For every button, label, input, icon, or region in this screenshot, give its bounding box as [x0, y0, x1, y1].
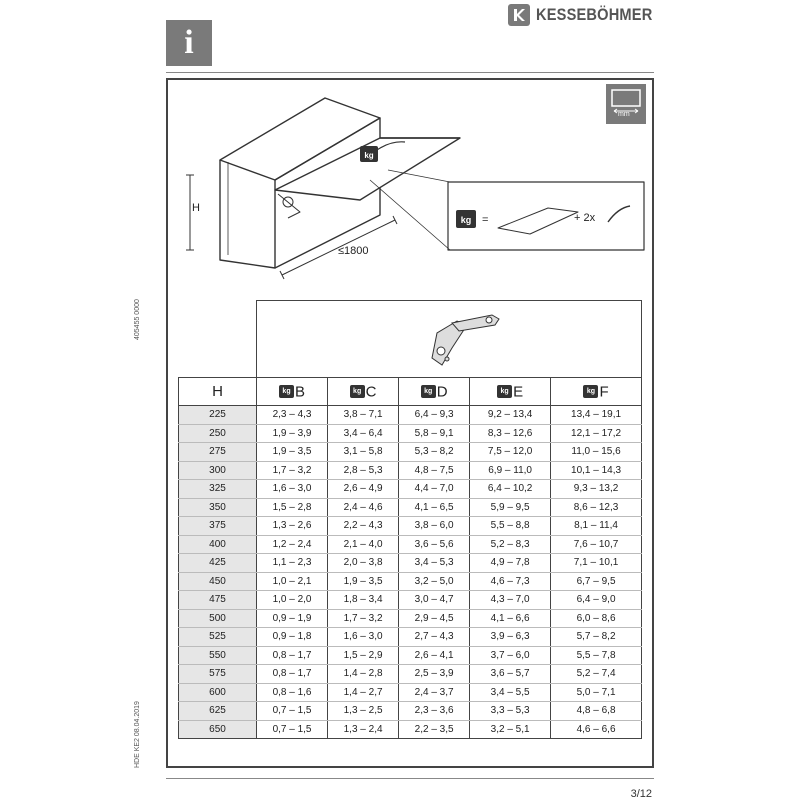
load-range-cell: 1,0 – 2,0 [257, 591, 328, 610]
load-range-cell: 12,1 – 17,2 [551, 424, 642, 443]
load-range-cell: 2,6 – 4,9 [328, 480, 399, 499]
weight-icon: kg [497, 385, 512, 398]
load-range-cell: 1,9 – 3,5 [257, 443, 328, 462]
height-cell: 325 [179, 480, 257, 499]
load-range-cell: 3,1 – 5,8 [328, 443, 399, 462]
table-row [179, 609, 642, 628]
load-range-cell: 6,9 – 11,0 [470, 461, 551, 480]
height-cell: 375 [179, 517, 257, 536]
plus-two-label: + 2x [574, 212, 596, 224]
brand-mark-icon [508, 4, 530, 26]
load-range-cell: 13,4 – 19,1 [551, 406, 642, 425]
cabinet-diagram [170, 90, 650, 295]
load-range-cell: 7,6 – 10,7 [551, 535, 642, 554]
load-range-cell: 6,4 – 9,0 [551, 591, 642, 610]
load-range-cell: 3,7 – 6,0 [470, 646, 551, 665]
load-range-cell: 5,2 – 8,3 [470, 535, 551, 554]
height-cell: 500 [179, 609, 257, 628]
load-range-cell: 0,8 – 1,7 [257, 665, 328, 684]
load-table [178, 377, 642, 739]
load-range-cell: 5,8 – 9,1 [399, 424, 470, 443]
load-range-cell: 5,2 – 7,4 [551, 665, 642, 684]
column-header-h [179, 378, 257, 406]
load-range-cell: 2,7 – 4,3 [399, 628, 470, 647]
height-cell: 625 [179, 702, 257, 721]
column-header-c [328, 378, 399, 406]
load-range-cell: 1,1 – 2,3 [257, 554, 328, 573]
load-range-cell: 4,1 – 6,6 [470, 609, 551, 628]
load-range-cell: 1,3 – 2,6 [257, 517, 328, 536]
table-row [179, 406, 642, 425]
load-range-cell: 1,9 – 3,5 [328, 572, 399, 591]
load-range-cell: 2,4 – 3,7 [399, 683, 470, 702]
height-cell: 525 [179, 628, 257, 647]
weight-icon: kg [583, 385, 598, 398]
load-range-cell: 3,4 – 6,4 [328, 424, 399, 443]
height-cell: 250 [179, 424, 257, 443]
load-range-cell: 3,6 – 5,6 [399, 535, 470, 554]
load-range-cell: 2,8 – 5,3 [328, 461, 399, 480]
column-header-label: B [295, 383, 306, 401]
document-date: HDE KE2 08.04.2019 [134, 701, 141, 768]
weight-icon: kg [279, 385, 294, 398]
load-range-cell: 9,2 – 13,4 [470, 406, 551, 425]
brand-logo [508, 4, 671, 26]
load-range-cell: 8,1 – 11,4 [551, 517, 642, 536]
document-code: 405455 0000 [134, 299, 141, 340]
height-cell: 600 [179, 683, 257, 702]
load-range-cell: 8,3 – 12,6 [470, 424, 551, 443]
table-header-row [179, 378, 642, 406]
load-range-cell: 1,3 – 2,5 [328, 702, 399, 721]
page-number: 3/12 [630, 788, 652, 800]
weight-icon-callout [456, 210, 476, 228]
load-range-cell: 3,2 – 5,0 [399, 572, 470, 591]
load-range-cell: 1,0 – 2,1 [257, 572, 328, 591]
load-range-cell: 1,7 – 3,2 [328, 609, 399, 628]
load-range-cell: 4,6 – 6,6 [551, 720, 642, 739]
load-range-cell: 4,9 – 7,8 [470, 554, 551, 573]
table-row [179, 535, 642, 554]
load-range-cell: 2,3 – 3,6 [399, 702, 470, 721]
load-range-cell: 3,3 – 5,3 [470, 702, 551, 721]
load-range-cell: 5,0 – 7,1 [551, 683, 642, 702]
load-range-cell: 2,9 – 4,5 [399, 609, 470, 628]
weight-icon-text: kg [364, 151, 374, 160]
load-range-cell: 2,2 – 4,3 [328, 517, 399, 536]
load-range-cell: 11,0 – 15,6 [551, 443, 642, 462]
load-range-cell: 3,4 – 5,5 [470, 683, 551, 702]
load-range-cell: 3,2 – 5,1 [470, 720, 551, 739]
load-range-cell: 1,4 – 2,7 [328, 683, 399, 702]
table-row [179, 443, 642, 462]
weight-icon [360, 146, 378, 162]
load-range-cell: 5,9 – 9,5 [470, 498, 551, 517]
column-header-label: E [513, 383, 524, 401]
column-header-label: C [365, 383, 377, 401]
load-range-cell: 6,7 – 9,5 [551, 572, 642, 591]
load-range-cell: 6,0 – 8,6 [551, 609, 642, 628]
table-row [179, 683, 642, 702]
load-range-cell: 6,4 – 9,3 [399, 406, 470, 425]
height-cell: 650 [179, 720, 257, 739]
table-row [179, 480, 642, 499]
load-range-cell: 1,2 – 2,4 [257, 535, 328, 554]
column-header-label: D [436, 383, 448, 401]
load-range-cell: 8,6 – 12,3 [551, 498, 642, 517]
table-body [179, 406, 642, 739]
table-row [179, 646, 642, 665]
table-row [179, 628, 642, 647]
load-range-cell: 0,8 – 1,6 [257, 683, 328, 702]
height-cell: 350 [179, 498, 257, 517]
load-range-cell: 4,1 – 6,5 [399, 498, 470, 517]
load-range-cell: 4,3 – 7,0 [470, 591, 551, 610]
load-range-cell: 2,0 – 3,8 [328, 554, 399, 573]
table-row [179, 498, 642, 517]
weight-icon: kg [421, 385, 436, 398]
load-range-cell: 4,6 – 7,3 [470, 572, 551, 591]
mechanism-icon [407, 303, 507, 373]
load-range-cell: 1,4 – 2,8 [328, 665, 399, 684]
load-range-cell: 3,4 – 5,3 [399, 554, 470, 573]
load-range-cell: 5,5 – 8,8 [470, 517, 551, 536]
brand-name: KESSEBÖHMER [536, 5, 653, 24]
table-row [179, 461, 642, 480]
equals-sign: = [482, 214, 489, 226]
load-range-cell: 2,3 – 4,3 [257, 406, 328, 425]
load-range-cell: 0,8 – 1,7 [257, 646, 328, 665]
weight-icon: kg [350, 385, 365, 398]
load-range-cell: 1,5 – 2,8 [257, 498, 328, 517]
load-range-cell: 3,8 – 6,0 [399, 517, 470, 536]
load-range-cell: 2,4 – 4,6 [328, 498, 399, 517]
column-header-b [257, 378, 328, 406]
height-cell: 400 [179, 535, 257, 554]
load-range-cell: 2,2 – 3,5 [399, 720, 470, 739]
load-range-cell: 0,7 – 1,5 [257, 702, 328, 721]
load-range-cell: 5,3 – 8,2 [399, 443, 470, 462]
height-label: H [192, 202, 200, 214]
load-range-cell: 0,7 – 1,5 [257, 720, 328, 739]
load-range-cell: 7,1 – 10,1 [551, 554, 642, 573]
height-cell: 300 [179, 461, 257, 480]
column-header-label: H [212, 383, 223, 400]
load-range-cell: 10,1 – 14,3 [551, 461, 642, 480]
column-header-d [399, 378, 470, 406]
load-range-cell: 5,7 – 8,2 [551, 628, 642, 647]
load-range-cell: 6,4 – 10,2 [470, 480, 551, 499]
load-range-cell: 1,3 – 2,4 [328, 720, 399, 739]
load-range-cell: 3,0 – 4,7 [399, 591, 470, 610]
load-range-cell: 0,9 – 1,8 [257, 628, 328, 647]
column-header-e [470, 378, 551, 406]
footer-divider [166, 778, 654, 779]
column-header-f [551, 378, 642, 406]
column-header-label: F [599, 383, 609, 401]
table-row [179, 424, 642, 443]
load-range-cell: 3,6 – 5,7 [470, 665, 551, 684]
info-icon [166, 20, 212, 66]
weight-icon-callout-text: kg [460, 215, 472, 225]
height-cell: 575 [179, 665, 257, 684]
table-row [179, 517, 642, 536]
load-range-cell: 4,4 – 7,0 [399, 480, 470, 499]
load-range-cell: 1,7 – 3,2 [257, 461, 328, 480]
info-symbol: i [184, 24, 194, 61]
height-cell: 550 [179, 646, 257, 665]
load-range-cell: 4,8 – 7,5 [399, 461, 470, 480]
load-range-cell: 3,8 – 7,1 [328, 406, 399, 425]
table-row [179, 720, 642, 739]
load-range-cell: 1,8 – 3,4 [328, 591, 399, 610]
table-row [179, 572, 642, 591]
table-row [179, 702, 642, 721]
load-range-cell: 5,5 – 7,8 [551, 646, 642, 665]
load-range-cell: 2,5 – 3,9 [399, 665, 470, 684]
table-row [179, 591, 642, 610]
height-cell: 225 [179, 406, 257, 425]
load-range-cell: 1,6 – 3,0 [257, 480, 328, 499]
load-range-cell: 3,9 – 6,3 [470, 628, 551, 647]
load-range-cell: 2,6 – 4,1 [399, 646, 470, 665]
height-cell: 475 [179, 591, 257, 610]
height-cell: 425 [179, 554, 257, 573]
load-range-cell: 1,9 – 3,9 [257, 424, 328, 443]
table-row [179, 554, 642, 573]
height-cell: 450 [179, 572, 257, 591]
header-divider [166, 72, 654, 73]
load-range-cell: 4,8 – 6,8 [551, 702, 642, 721]
unit-label: mm [618, 111, 630, 118]
load-range-cell: 1,5 – 2,9 [328, 646, 399, 665]
load-range-cell: 1,6 – 3,0 [328, 628, 399, 647]
load-range-cell: 2,1 – 4,0 [328, 535, 399, 554]
table-row [179, 665, 642, 684]
load-range-cell: 9,3 – 13,2 [551, 480, 642, 499]
height-cell: 275 [179, 443, 257, 462]
load-range-cell: 0,9 – 1,9 [257, 609, 328, 628]
mechanism-image-cell [256, 300, 642, 378]
load-range-cell: 7,5 – 12,0 [470, 443, 551, 462]
width-label: ≤1800 [338, 245, 369, 257]
